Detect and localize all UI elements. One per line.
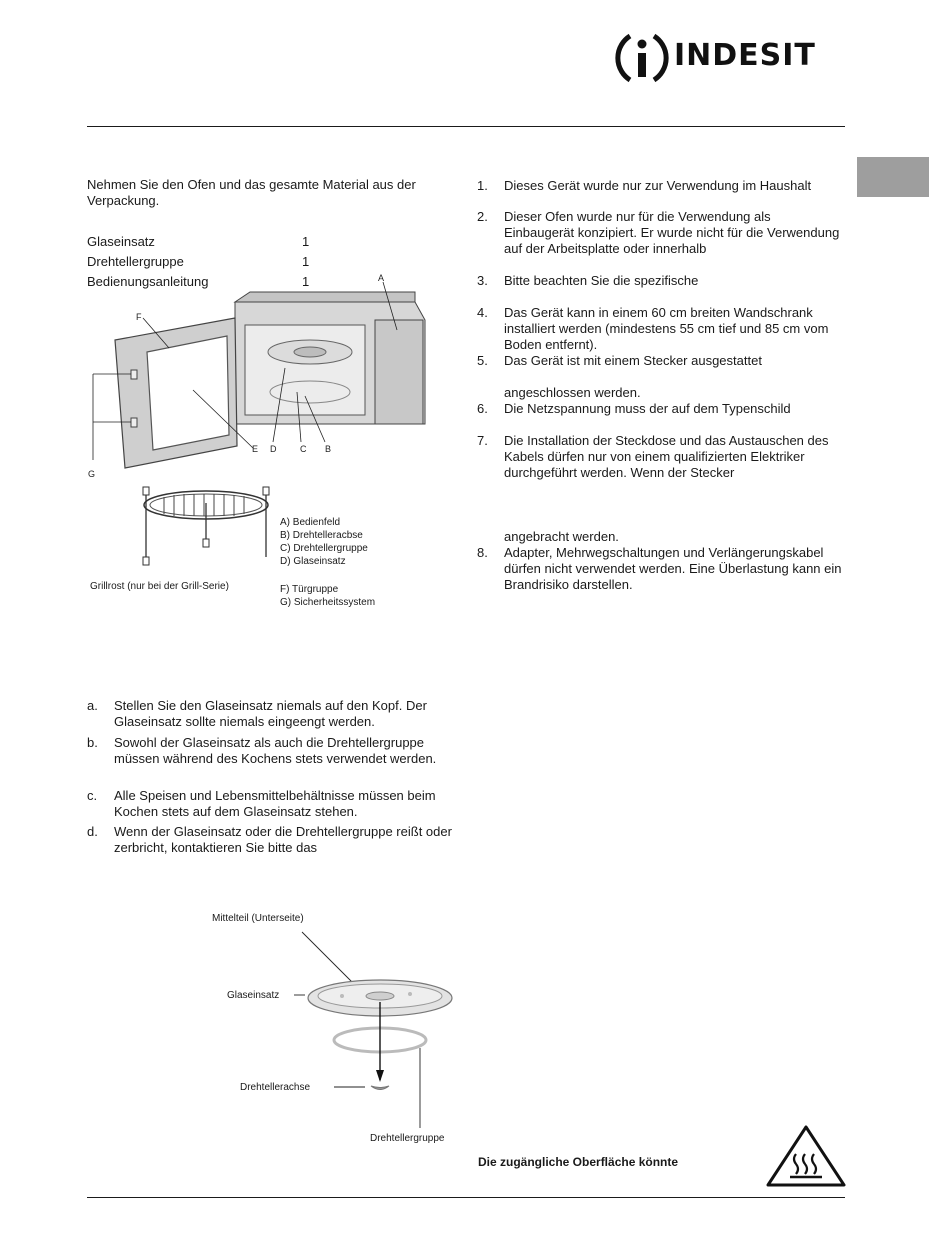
turntable-label-glass: Glaseinsatz [227,990,280,1001]
list-marker: 1. [477,178,488,193]
contents-item-qty: 1 [302,254,310,269]
install-list [477,177,847,607]
contents-item-qty: 1 [302,274,310,289]
list-marker: 7. [477,433,488,448]
hot-surface-warning: Die zugängliche Oberfläche könnte [478,1155,679,1169]
hot-surface-icon [765,1124,847,1188]
list-marker: 6. [477,401,488,416]
list-text: Das Gerät ist mit einem Stecker ausgestattet [504,353,762,368]
indesit-logo-icon [612,28,672,88]
grill-caption: Grillrost (nur bei der Grill-Serie) [90,581,229,592]
legend-item: G) Sicherheitssystem [280,597,376,608]
callout-b: B [325,444,332,454]
list-marker: a. [87,698,98,713]
callout-a: A [378,273,385,283]
turntable-label-group: Drehtellergruppe [370,1133,445,1144]
contents-item-name: Bedienungsanleitung [87,274,209,289]
callout-d: D [270,444,277,454]
list-text: angebracht werden. [504,529,619,544]
glass-notes-list [87,698,457,868]
callout-c: C [300,444,307,454]
brand-logo [612,28,847,88]
list-marker: b. [87,735,98,750]
list-text: Bitte beachten Sie die spezifische [504,273,699,288]
list-text: Dieser Ofen wurde nur für die Verwendung als Einbaugerät konzipiert. Er wurde nicht für die Verwendung auf der Arbeitsplatte oder innerhalb [504,209,840,256]
list-marker: 4. [477,305,488,320]
list-text: Die Installation der Steckdose und das Austauschen des Kabels dürfen nur von einem qualifizierten Elektriker durchgeführt werden. Wenn der Stecker [504,433,829,480]
legend-item: F) Türgruppe [280,584,339,595]
contents-item-name: Glaseinsatz [87,234,155,249]
list-text: Adapter, Mehrwegschaltungen und Verlängerungskabel dürfen nicht verwendet werden. Eine Überlastung kann ein Brandrisiko darstellen. [504,545,842,592]
bottom-rule [87,1197,845,1198]
list-text: Wenn der Glaseinsatz oder die Drehtellergruppe reißt oder zerbricht, kontaktieren Sie bitte das [114,824,452,855]
legend-item: C) Drehtellergruppe [280,543,368,554]
list-marker: c. [87,788,98,803]
parts-legend [280,516,375,609]
callout-g: G [88,469,96,479]
contents-item-name: Drehtellergruppe [87,254,184,269]
list-marker: 3. [477,273,488,288]
turntable-label-axle: Drehtellerachse [240,1082,311,1093]
oven-diagram [85,270,445,480]
list-text: Das Gerät kann in einem 60 cm breiten Wandschrank installiert werden (mindestens 55 cm tief und 85 cm vom Boden entfernt). [504,305,829,352]
list-text: angeschlossen werden. [504,385,641,400]
list-marker: 2. [477,209,488,224]
list-marker: d. [87,824,98,839]
legend-item: B) Drehtelleracbse [280,530,363,541]
callout-e: E [252,444,259,454]
turntable-diagram [280,910,540,1140]
contents-item-qty: 1 [302,234,310,249]
intro-text: Nehmen Sie den Ofen und das gesamte Material aus der Verpackung. [87,177,416,208]
contents-row [87,234,327,254]
top-rule [87,126,845,127]
list-text: Stellen Sie den Glaseinsatz niemals auf den Kopf. Der Glaseinsatz sollte niemals eingeengt werden. [114,698,427,729]
list-text: Dieses Gerät wurde nur zur Verwendung im Haushalt [504,178,812,193]
brand-wordmark: INDESIT [674,38,816,73]
grill-rack-diagram [136,483,276,573]
list-marker: 5. [477,353,488,368]
list-text: Die Netzspannung muss der auf dem Typenschild [504,401,791,416]
legend-item: D) Glaseinsatz [280,556,346,567]
callout-f: F [136,312,142,322]
list-marker: 8. [477,545,488,560]
list-text: Alle Speisen und Lebensmittelbehältnisse müssen beim Kochen stets auf dem Glaseinsatz stehen. [114,788,436,819]
list-text: Sowohl der Glaseinsatz als auch die Drehtellergruppe müssen während des Kochens stets verwendet werden. [114,735,437,766]
turntable-label-center: Mittelteil (Unterseite) [212,913,304,924]
legend-item: A) Bedienfeld [280,517,341,528]
section-tab [857,157,929,197]
